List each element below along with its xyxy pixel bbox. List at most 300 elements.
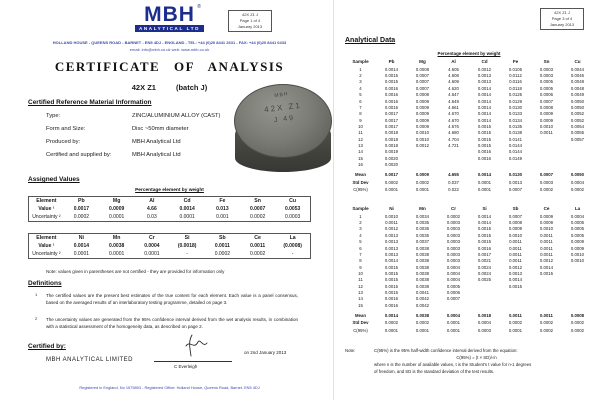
mbh-logo <box>6 3 333 32</box>
table-cell: 0.0007 <box>249 206 266 212</box>
table-cell: 4 <box>359 232 362 238</box>
table-cell: 0.0002 <box>415 320 430 326</box>
table-cell: 4.649 <box>448 98 459 104</box>
table-cell: 0.0009 <box>415 111 430 117</box>
table-cell: 0.0012 <box>477 66 492 72</box>
table-header-cell: Cd <box>183 198 191 204</box>
table-cell: 0.0003 <box>446 226 461 232</box>
table-header-cell: Sample <box>352 59 369 65</box>
table-cell: 0.0013 <box>384 232 399 238</box>
note-line-2: where n is the number of available values, t is the Student's t value for n-1 degrees <box>374 361 532 367</box>
table-header-cell: Mg <box>419 59 426 65</box>
table-cell: 0.0009 <box>539 117 554 123</box>
table-row <box>345 326 593 333</box>
table-cell: 0.0017 <box>477 251 492 257</box>
table-cell: 0.0057 <box>570 136 585 142</box>
table-cell: 12 <box>358 283 363 289</box>
table-cell: 0.0003 <box>539 66 554 72</box>
table-cell: Std Dev <box>352 320 369 326</box>
definition-1-text: The certified values are the present best estimates of the true content for each element. Each value is a panel consensus, based on the averaged results of an interlaboratory testing programme, detailed on page 3. <box>46 293 298 305</box>
certifier-name: MBH ANALYTICAL LIMITED <box>46 357 134 363</box>
table-cell: 0.0008 <box>570 312 585 318</box>
table-cell: 0.0001 <box>446 320 461 326</box>
table-cell: 0.0001 <box>477 179 492 185</box>
table-cell: 0.0014 <box>477 213 492 219</box>
table-cell: 0.0002 <box>214 251 231 257</box>
table-cell: 0.0002 <box>570 187 585 193</box>
table-cell: 0.0002 <box>539 187 554 193</box>
signature-line <box>154 348 232 362</box>
table-cell: 0.0018 <box>477 312 492 318</box>
registered-trademark-icon: ® <box>197 4 202 10</box>
table-cell: 0.0018 <box>384 136 399 142</box>
table-cell: 0.0011 <box>540 130 553 136</box>
table-cell: 0.0014 <box>477 85 492 91</box>
table-cell: Value ¹ <box>38 206 55 212</box>
table-header-cell: Pb <box>388 59 395 65</box>
table-cell: 0.0046 <box>570 73 585 79</box>
table-cell: 0.0050 <box>570 104 585 110</box>
ref-product: 42X Z1 J <box>553 10 570 15</box>
crm-label: Type: <box>46 113 61 119</box>
table-cell: 0.0002 <box>446 213 461 219</box>
table-cell: Std Dev <box>352 179 369 185</box>
table-cell: 4.670 <box>448 111 459 117</box>
pct-by-weight-heading-2: Percentage element by weight <box>437 51 501 56</box>
assigned-values-heading: Assigned Values <box>28 176 80 183</box>
table-header-cell: Element <box>36 198 57 204</box>
table-cell: 0.0038 <box>415 312 430 318</box>
table-row <box>29 197 311 206</box>
certificate-title: CERTIFICATE OF ANALYSIS <box>54 59 285 74</box>
table-cell: 0.0003 <box>284 214 301 220</box>
table-cell: 0.0038 <box>108 243 125 249</box>
crm-value: MBH Analytical Ltd <box>132 152 181 158</box>
confidence-note-label: Note: <box>345 348 356 353</box>
table-cell: 0.0003 <box>446 245 461 251</box>
table-header-cell: Cr <box>148 235 155 241</box>
table-cell: 0.0011 <box>509 312 522 318</box>
table-cell: 0.0009 <box>415 117 430 123</box>
table-cell: 12 <box>358 136 363 142</box>
table-cell: 0.0002 <box>73 214 90 220</box>
table-cell: - <box>291 251 294 257</box>
table-cell: 0.0130 <box>508 172 523 178</box>
table-cell: 0.0009 <box>415 104 430 110</box>
table-cell: 0.0001 <box>73 251 90 257</box>
table-cell: 0.0042 <box>415 302 430 308</box>
table-cell: 0.0014 <box>539 264 554 270</box>
table-header-cell: Al <box>149 198 155 204</box>
table-cell: 0.0001 <box>446 327 461 333</box>
table-cell: 4.608 <box>448 73 459 79</box>
table-header-cell: Pb <box>78 198 85 204</box>
table-cell: 0.0009 <box>415 172 430 178</box>
table-cell: Mean <box>355 172 366 178</box>
table-cell: 0.0014 <box>477 104 492 110</box>
table-cell: 0.0019 <box>384 149 399 155</box>
table-cell: 0.0041 <box>415 290 430 296</box>
table-header-cell: La <box>574 206 581 212</box>
table-cell: 0.0010 <box>384 213 399 219</box>
table-cell: 0.0007 <box>539 98 554 104</box>
crm-row-form <box>46 126 189 132</box>
table-cell: 0.0005 <box>446 283 461 289</box>
table-cell: 0.0010 <box>508 232 523 238</box>
table-cell: 0.0015 <box>477 232 492 238</box>
table-cell: 16 <box>358 162 363 168</box>
table-cell: 11 <box>358 277 363 283</box>
table-row <box>29 234 311 243</box>
sample-disc-photo <box>234 84 332 184</box>
table-cell: 0.0012 <box>539 258 554 264</box>
table-header-cell: Cd <box>481 59 488 65</box>
table-cell: 0.0002 <box>570 327 585 333</box>
table-cell: 0.0009 <box>570 239 585 245</box>
definitions-heading: Definitions <box>28 280 62 287</box>
table-cell: 0.0002 <box>249 214 266 220</box>
table-cell: 0.0015 <box>477 123 492 129</box>
table-cell: 0.0016 <box>477 245 492 251</box>
table-cell: 0.0016 <box>384 302 399 308</box>
table-header-cell: Sample <box>352 206 369 212</box>
table-cell: 0.0004 <box>446 277 461 283</box>
table-row <box>345 309 593 319</box>
table-cell: 0.0015 <box>384 73 399 79</box>
table-cell: 0.0011 <box>385 220 398 226</box>
table-cell: 0.0015 <box>477 130 492 136</box>
table-cell: 4.620 <box>448 85 459 91</box>
note-line-3: of freedom, and SD is the standard deviation of the test results. <box>374 368 495 374</box>
definition-1-superscript: 1 <box>35 292 38 297</box>
table-cell: 0.0052 <box>570 117 585 123</box>
table-cell: 0.0015 <box>477 239 492 245</box>
table-cell: 0.0011 <box>509 239 522 245</box>
table-cell: 0.0003 <box>446 220 461 226</box>
ref-date: January 2013 <box>549 22 575 27</box>
table-cell: 0.0141 <box>508 136 523 142</box>
table-cell: 0.001 <box>216 214 229 220</box>
table-cell: 0.0001 <box>384 327 399 333</box>
table-cell: 0.0013 <box>508 270 523 276</box>
table-cell: 0.0017 <box>384 172 399 178</box>
table-header-cell: Sb <box>512 206 519 212</box>
crm-value: MBH Analytical Ltd <box>132 139 181 145</box>
table-cell: (0.0008) <box>283 243 302 249</box>
table-cell: 0.0013 <box>384 251 399 257</box>
table-cell: 0.0005 <box>539 79 554 85</box>
table-cell: 0.0050 <box>570 172 585 178</box>
mbh-logo-wordmark: MBH ® <box>144 3 202 26</box>
table-cell: 0.0002 <box>539 320 554 326</box>
table-cell: 0.0007 <box>508 213 523 219</box>
certificate-page <box>6 0 333 400</box>
table-cell: 0.0012 <box>415 143 430 149</box>
table-cell: 0.0020 <box>384 162 399 168</box>
analytical-data-heading: Analytical Data <box>345 37 396 44</box>
table-row <box>29 250 311 259</box>
table-cell: 0.0129 <box>508 98 523 104</box>
table-cell: 0.0038 <box>415 270 430 276</box>
table-cell: 0.0001 <box>415 187 430 193</box>
table-cell: 0.0001 <box>108 251 125 257</box>
crm-label: Certified and supplied by: <box>46 152 112 158</box>
analytical-table-2 <box>345 206 593 334</box>
table-cell: 14 <box>358 296 363 302</box>
table-cell: 0.022 <box>448 187 459 193</box>
table-cell: 0.0144 <box>508 143 523 149</box>
table-cell: Uncertainty ² <box>32 251 61 257</box>
crm-info-heading: Certified Reference Material Information <box>28 99 152 106</box>
table-cell: 6 <box>359 98 362 104</box>
table-cell: 0.0011 <box>509 258 522 264</box>
table-cell: 0.0130 <box>508 104 523 110</box>
crm-row-producer <box>46 139 181 145</box>
table-header-cell: Al <box>451 59 456 65</box>
table-cell: 0.0011 <box>509 245 522 251</box>
table-cell: 4 <box>359 85 362 91</box>
table-cell: 0.0004 <box>446 264 461 270</box>
table-cell: 0.0014 <box>384 258 399 264</box>
crm-value: Disc ~50mm diameter <box>132 126 189 132</box>
table-cell: 0.0013 <box>477 79 492 85</box>
table-cell: 0.0134 <box>508 117 523 123</box>
table-cell: 0.0016 <box>384 104 399 110</box>
table-cell: 0.0014 <box>179 206 195 212</box>
table-cell: C(95%) <box>353 327 368 333</box>
assigned-values-table-1 <box>28 196 311 222</box>
signature-date: on 2nd January 2013 <box>244 350 287 355</box>
ref-date: January 2013 <box>237 24 263 29</box>
table-cell: 0.0010 <box>415 136 430 142</box>
table-header-cell: Si <box>482 206 487 212</box>
table-cell: 0.0014 <box>73 243 90 249</box>
table-cell: 0.0011 <box>540 251 553 257</box>
table-cell: 0.0012 <box>508 264 523 270</box>
table-cell: 3 <box>359 79 362 85</box>
table-header-cell: Si <box>184 235 190 241</box>
table-cell: 4.670 <box>448 117 459 123</box>
table-cell: 7 <box>359 104 362 110</box>
table-cell: 10 <box>358 270 363 276</box>
table-cell: 0.0025 <box>477 277 492 283</box>
table-cell: 0.0055 <box>570 130 585 136</box>
table-cell: 6 <box>359 245 362 251</box>
table-cell: 0.0003 <box>539 73 554 79</box>
table-cell: 0.0013 <box>477 73 492 79</box>
table-cell: 0.0133 <box>508 111 523 117</box>
table-cell: 0.0015 <box>477 226 492 232</box>
table-cell: 0.013 <box>216 206 229 212</box>
table-cell: 0.0001 <box>384 187 399 193</box>
analytical-data-page <box>336 0 598 400</box>
table-cell: 0.0002 <box>508 320 523 326</box>
table-cell: 0.0011 <box>540 239 553 245</box>
table-cell: - <box>186 251 188 257</box>
table-cell: 4.66 <box>147 206 157 212</box>
definition-2-text: The uncertainty values are generated from the 95% confidence interval derived from the wet analysis results, in combination with a statistical assessment of the homogeneity data, as described on page 2. <box>46 317 298 329</box>
table-cell: 1 <box>359 213 362 219</box>
table-cell: 0.0002 <box>539 327 554 333</box>
table-cell: 0.0001 <box>108 214 125 220</box>
assigned-values-table-2 <box>28 233 311 259</box>
table-cell: Mean <box>355 312 366 318</box>
mbh-logo-subtitle: ANALYTICAL LTD <box>135 25 204 33</box>
table-cell: 0.0049 <box>570 92 585 98</box>
table-cell: 13 <box>358 290 363 296</box>
disc-stamp-text: MBH 42X Z1 J 49 <box>263 91 303 125</box>
table-header-cell: Sb <box>219 235 226 241</box>
table-cell: 0.0017 <box>384 111 399 117</box>
product-code: 42X Z1 <box>131 83 156 92</box>
table-cell: 0.0003 <box>446 232 461 238</box>
table-header-cell: Cr <box>450 206 457 212</box>
table-cell: 0.0010 <box>570 258 585 264</box>
table-cell: 0.0013 <box>508 179 523 185</box>
table-cell: C(95%) <box>353 187 368 193</box>
crm-row-type <box>46 113 221 119</box>
analytical-table-1 <box>345 59 593 193</box>
table-cell: 0.0001 <box>144 251 160 257</box>
table-row <box>29 205 311 213</box>
table-cell: Uncertainty ² <box>32 214 61 220</box>
table-cell: 0.0125 <box>508 92 523 98</box>
crm-row-supplier <box>46 152 181 158</box>
definition-2 <box>35 316 298 330</box>
table-cell: 0.0015 <box>384 270 399 276</box>
table-cell: 0.0050 <box>570 98 585 104</box>
table-cell: 0.0105 <box>508 66 523 72</box>
certified-by-heading: Certified by: <box>28 343 66 350</box>
table-cell: 0.0044 <box>570 66 585 72</box>
table-cell: 0.0007 <box>415 85 430 91</box>
table-cell: 0.0017 <box>73 206 90 212</box>
table-cell: 5 <box>359 92 362 98</box>
table-cell: 0.0007 <box>539 172 554 178</box>
table-header-cell: Ni <box>78 235 84 241</box>
table-cell: 0.0034 <box>415 213 430 219</box>
table-cell: 4.721 <box>448 143 459 149</box>
table-row <box>345 168 593 178</box>
table-header-cell: Cu <box>289 198 297 204</box>
table-cell: 0.0011 <box>509 251 522 257</box>
table-cell: 0.0001 <box>508 327 523 333</box>
table-cell: 0.0010 <box>539 123 554 129</box>
table-cell: 0.0018 <box>384 130 399 136</box>
table-cell: 0.0001 <box>179 214 195 220</box>
table-cell: 0.0038 <box>415 251 430 257</box>
table-cell: 7 <box>359 251 362 257</box>
table-cell: 0.0004 <box>570 213 585 219</box>
table-cell: 0.0015 <box>384 277 399 283</box>
table-cell: 0.0021 <box>477 258 492 264</box>
table-cell: 0.0116 <box>509 79 522 85</box>
table-cell: 0.0016 <box>384 92 399 98</box>
table-cell: 0.0004 <box>570 179 585 185</box>
table-cell: 0.0014 <box>477 98 492 104</box>
company-address: HOLLAND HOUSE - QUEENS ROAD - BARNET - EN5 4DJ - ENGLAND - TEL: +44 (0)20 8441 2631 - FAX: +44 (0)20 8441 0433 <box>52 40 287 45</box>
table-cell: 0.0149 <box>508 155 523 161</box>
table-cell: 0.0015 <box>384 264 399 270</box>
table-cell: 0.0038 <box>415 258 430 264</box>
table-cell: 0.0015 <box>477 143 492 149</box>
table-cell: 0.0009 <box>415 98 430 104</box>
table-cell: 1 <box>359 66 362 72</box>
table-cell: 0.0009 <box>539 220 554 226</box>
table-cell: 0.0008 <box>539 104 554 110</box>
note-line-1: C(95%) is the 95% half-width confidence interval derived from the equation: <box>374 348 518 353</box>
table-cell: 0.0018 <box>384 143 399 149</box>
table-cell: 0.0017 <box>384 123 399 129</box>
table-cell: 0.0009 <box>415 123 430 129</box>
table-cell: 0.0005 <box>570 232 585 238</box>
table-cell: 0.0009 <box>508 226 523 232</box>
table-cell: 0.0004 <box>477 320 492 326</box>
table-cell: 4.704 <box>448 136 459 142</box>
table-cell: 0.0011 <box>540 312 553 318</box>
table-cell: 0.0035 <box>415 232 430 238</box>
table-cell: 0.0015 <box>477 136 492 142</box>
page-divider <box>333 0 334 400</box>
table-cell: 0.0011 <box>540 232 553 238</box>
table-cell: 4.680 <box>448 130 459 136</box>
registered-office-footer: Registered in England, No 1575853 - Registered Office: Holland House, Queens Road, Barnet, EN5 4DJ <box>79 385 260 390</box>
table-row <box>345 59 593 66</box>
table-cell: 0.0007 <box>415 73 430 79</box>
table-cell: 0.0010 <box>570 251 585 257</box>
table-cell: 9 <box>359 117 362 123</box>
table-cell: 0.0042 <box>415 296 430 302</box>
table-cell: 0.0014 <box>477 111 492 117</box>
table-cell: 0.0002 <box>384 320 399 326</box>
table-cell: 0.0002 <box>384 179 399 185</box>
table-cell: 0.0001 <box>415 327 430 333</box>
table-header-cell: Fe <box>512 59 519 65</box>
table-cell: 0.0038 <box>415 283 430 289</box>
definition-1 <box>35 292 298 306</box>
table-cell: 0.0037 <box>415 239 430 245</box>
table-cell: 0.03 <box>147 214 157 220</box>
table-cell: 0.0004 <box>446 312 461 318</box>
table-cell: 4.655 <box>448 172 459 178</box>
table-cell: 0.0015 <box>384 290 399 296</box>
table-cell: 0.0008 <box>415 66 430 72</box>
table-cell: 0.0012 <box>384 226 399 232</box>
table-cell: 0.0020 <box>384 155 399 161</box>
ref-page-number: Page 3 of 4 <box>551 16 573 21</box>
table-header-cell: Mn <box>419 206 426 212</box>
table-cell: Value ¹ <box>38 243 55 249</box>
table-cell: 0.0005 <box>570 220 585 226</box>
table-header-cell: Ce <box>254 235 261 241</box>
table-cell: 0.0014 <box>477 172 492 178</box>
table-cell: 0.0118 <box>509 85 522 91</box>
table-cell: 10 <box>358 123 363 129</box>
table-cell: 0.0009 <box>539 111 554 117</box>
table-cell: 0.0024 <box>477 270 492 276</box>
table-cell: 0.0048 <box>570 85 585 91</box>
table-header-cell: Fe <box>219 198 226 204</box>
table-cell: 0.0048 <box>570 79 585 85</box>
table-cell: 14 <box>358 149 363 155</box>
table-cell: 0.0009 <box>539 213 554 219</box>
table-cell: 0.0006 <box>446 290 461 296</box>
table-row <box>345 178 593 185</box>
table-cell: 0.0008 <box>508 220 523 226</box>
document-reference-box <box>540 8 584 30</box>
table-cell: (0.0018) <box>177 243 197 249</box>
table-cell: 9 <box>359 264 362 270</box>
